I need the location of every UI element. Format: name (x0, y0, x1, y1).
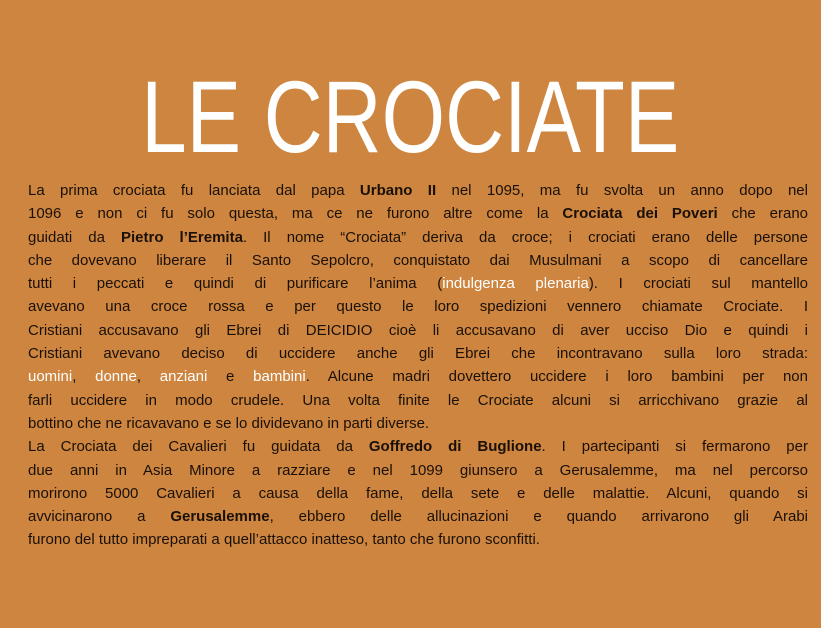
text-segment: morirono 5000 Cavalieri a causa della fame, della sete e delle malattie. Alcuni, quando si (28, 484, 808, 502)
bold-text: Goffredo di Buglione (368, 438, 542, 456)
highlighted-text: indulgenza plenaria (442, 275, 589, 293)
text-segment: Cristiani avevano deciso di uccidere anche gli Ebrei che incontravano sulla loro strada: (28, 345, 808, 363)
text-segment: farli uccidere in modo crudele. Una volta finite le Crociate alcuni si arricchivano grazie al (28, 391, 808, 409)
text-line (28, 365, 808, 388)
text-segment: , (136, 368, 160, 386)
text-line (28, 272, 808, 295)
text-segment: , (72, 368, 96, 386)
text-segment: Cristiani accusavano gli Ebrei di DEICIDIO cioè li accusavano di aver ucciso Dio e quindi i (28, 321, 808, 339)
text-segment: avevano una croce rossa e per questo le loro spedizioni vennero chiamate Crociate. I (28, 298, 808, 316)
text-segment: guidati da (28, 228, 121, 246)
text-segment: avvicinarono a (28, 508, 171, 526)
text-line (28, 435, 808, 458)
highlighted-text: bambini (253, 368, 306, 386)
text-line (28, 505, 808, 528)
text-segment: , ebbero delle allucinazioni e quando arrivarono gli Arabi (269, 508, 808, 526)
text-line (28, 295, 808, 318)
text-segment: che dovevano liberare il Santo Sepolcro, conquistato dai Musulmani a scopo di cancellare (28, 251, 808, 269)
text-segment: . Il nome “Crociata” deriva da croce; i crociati erano delle persone (242, 228, 808, 246)
text-line (28, 226, 808, 249)
text-line (28, 319, 808, 342)
text-segment: La Crociata dei Cavalieri fu guidata da (28, 438, 369, 456)
highlighted-text: uomini (28, 368, 73, 386)
text-line (28, 389, 808, 412)
text-segment: La prima crociata fu lanciata dal papa (28, 182, 360, 199)
text-segment: ). I crociati sul mantello (588, 275, 808, 293)
slide-title (0, 62, 821, 172)
text-line (28, 202, 808, 225)
text-segment: furono del tutto impreparati a quell’attacco inatteso, tanto che furono sconfitti. (28, 531, 540, 549)
text-segment: . I partecipanti si fermarono per (541, 438, 808, 456)
text-line (28, 179, 808, 202)
bold-text: Crociata dei Poveri (562, 205, 718, 223)
text-line (28, 459, 808, 482)
text-line (28, 412, 808, 435)
text-segment: nel 1095, ma fu svolta un anno dopo nel (436, 182, 808, 199)
text-segment: . Alcune madri dovettero uccidere i loro bambini per non (305, 368, 808, 386)
slide-title-text: LE CROCIATE (141, 60, 680, 174)
bold-text: Pietro l’Eremita (121, 228, 243, 246)
bold-text: Gerusalemme (170, 508, 270, 526)
highlighted-text: donne (95, 368, 137, 386)
text-segment: tutti i peccati e quindi di purificare l’anima ( (28, 275, 443, 293)
highlighted-text: anziani (159, 368, 208, 386)
text-segment: 1096 e non ci fu solo questa, ma ce ne furono altre come la (28, 205, 563, 223)
text-line (28, 342, 808, 365)
text-segment: due anni in Asia Minore a razziare e nel 1099 giunsero a Gerusalemme, ma nel percorso (28, 461, 808, 479)
text-line (28, 249, 808, 272)
text-segment: che erano (717, 205, 809, 223)
text-segment: bottino che ne ricavavano e se lo dividevano in parti diverse. (28, 414, 430, 432)
text-line (28, 528, 808, 551)
text-segment: e (207, 368, 254, 386)
slide-body-text (28, 179, 808, 552)
text-line (28, 482, 808, 505)
bold-text: Urbano II (359, 182, 437, 199)
